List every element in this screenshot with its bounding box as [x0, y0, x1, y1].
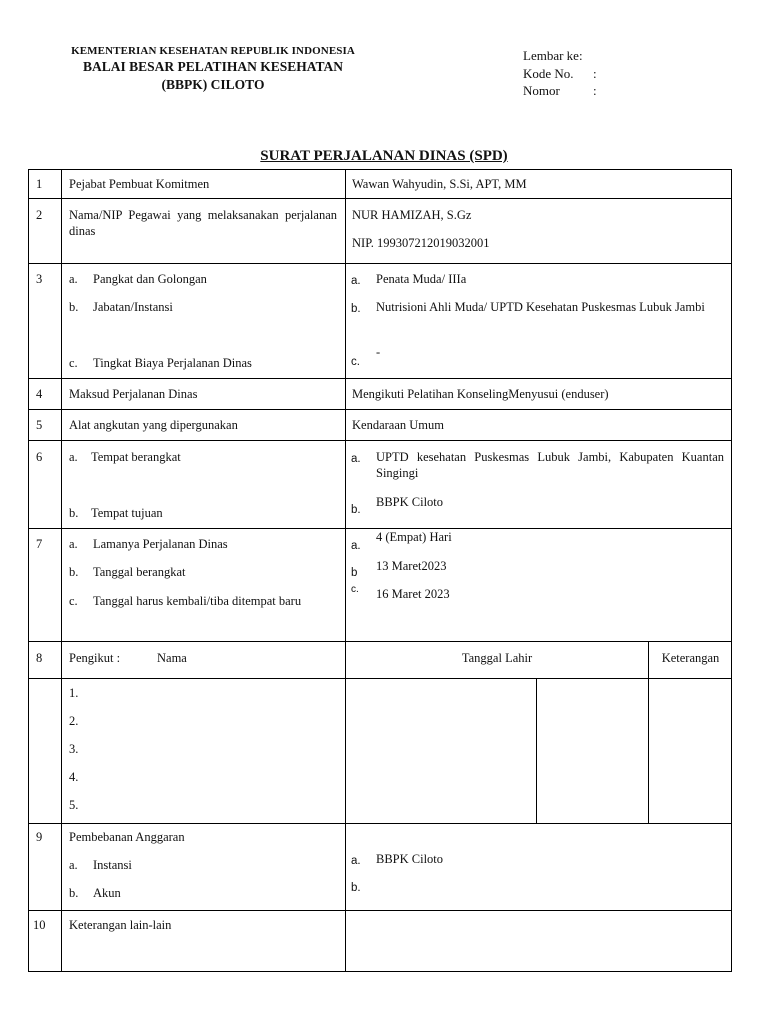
row-number: 6 [36, 450, 43, 464]
document-meta [523, 47, 597, 100]
follower-item: 3. [69, 742, 79, 756]
employee-nip: NIP. 199307212019032001 [352, 236, 490, 250]
row-number: 2 [36, 208, 43, 222]
meta-code-label: Kode No. [523, 65, 574, 81]
agency-label: Instansi [93, 858, 132, 872]
purpose-value: Mengikuti Pelatihan KonselingMenyusui (enduser) [352, 387, 609, 401]
marker-b: b. [351, 504, 361, 516]
marker-a: a. [69, 537, 78, 551]
row-number: 10 [33, 918, 46, 932]
departure-date-label: Tanggal berangkat [93, 565, 186, 579]
marker-b: b. [351, 882, 361, 894]
followers-note-header: Keterangan [661, 651, 720, 665]
institution-name: BALAI BESAR PELATIHAN KESEHATAN [83, 59, 343, 74]
marker-a: a. [351, 453, 361, 465]
purpose-label: Maksud Perjalanan Dinas [69, 387, 198, 401]
marker-c: c. [351, 356, 360, 368]
marker-a: a. [351, 855, 361, 867]
marker-c: c. [351, 584, 359, 595]
position-value: Nutrisioni Ahli Muda/ UPTD Kesehatan Puskesmas Lubuk Jambi [376, 300, 705, 314]
position-label: Jabatan/Instansi [93, 300, 173, 314]
marker-a: a. [69, 272, 78, 286]
followers-name-header: Nama [157, 651, 187, 665]
meta-number-label: Nomor [523, 83, 560, 98]
letterhead [48, 45, 378, 93]
transport-label: Alat angkutan yang dipergunakan [69, 418, 238, 432]
employee-name: NUR HAMIZAH, S.Gz [352, 208, 472, 222]
return-date-value: 16 Maret 2023 [376, 587, 450, 601]
commitment-officer-label: Pejabat Pembuat Komitmen [69, 177, 210, 191]
row-number: 9 [36, 830, 43, 844]
followers-label: Pengikut : [69, 651, 121, 665]
account-label: Akun [93, 886, 121, 900]
marker-a: a. [69, 450, 78, 464]
follower-item: 2. [69, 714, 79, 728]
commitment-officer-value: Wawan Wahyudin, S.Si, APT, MM [352, 177, 527, 191]
row-number: 5 [36, 418, 43, 432]
departure-place-value: UPTD kesehatan Puskesmas Lubuk Jambi, Kabupaten Kuantan Singingi [376, 450, 724, 480]
row-number: 7 [36, 537, 43, 551]
departure-date-value: 13 Maret2023 [376, 559, 447, 573]
return-date-label: Tanggal harus kembali/tiba ditempat baru [93, 594, 302, 608]
rank-label: Pangkat dan Golongan [93, 272, 207, 286]
departure-place-label: Tempat berangkat [91, 450, 181, 464]
document-title: SURAT PERJALANAN DINAS (SPD) [260, 148, 508, 164]
row-number: 4 [36, 387, 43, 401]
destination-value: BBPK Ciloto [376, 495, 444, 509]
meta-code-colon: : [593, 65, 597, 81]
transport-value: Kendaraan Umum [352, 418, 444, 432]
meta-sheet-label: Lembar ke: [523, 48, 583, 63]
follower-item: 4. [69, 770, 79, 784]
marker-b: b [351, 567, 358, 579]
duration-value: 4 (Empat) Hari [376, 530, 452, 544]
marker-c: c. [69, 356, 78, 370]
meta-number-colon: : [593, 83, 597, 98]
follower-item: 5. [69, 798, 79, 812]
destination-label: Tempat tujuan [91, 506, 163, 520]
duration-label: Lamanya Perjalanan Dinas [93, 537, 228, 551]
follower-item: 1. [69, 686, 79, 700]
marker-b: b. [69, 506, 79, 520]
budget-label: Pembebanan Anggaran [69, 830, 185, 844]
marker-b: b. [69, 565, 79, 579]
marker-a: a. [351, 540, 361, 552]
cost-level-label: Tingkat Biaya Perjalanan Dinas [93, 356, 252, 370]
employee-label: Nama/NIP Pegawai yang melaksanakan perjalanan dinas [69, 208, 337, 238]
spd-table [28, 169, 732, 972]
row-number: 8 [36, 651, 43, 665]
marker-b: b. [69, 886, 79, 900]
other-notes-label: Keterangan lain-lain [69, 918, 172, 932]
marker-a: a. [351, 275, 361, 287]
rank-value: Penata Muda/ IIIa [376, 272, 467, 286]
marker-b: b. [351, 303, 361, 315]
marker-b: b. [69, 300, 79, 314]
followers-dob-header: Tanggal Lahir [461, 651, 533, 665]
row-number: 1 [36, 177, 43, 191]
institution-short-name: (BBPK) CILOTO [161, 77, 265, 92]
marker-a: a. [69, 858, 78, 872]
row-number: 3 [36, 272, 43, 286]
agency-value: BBPK Ciloto [376, 852, 444, 866]
ministry-name: KEMENTERIAN KESEHATAN REPUBLIK INDONESIA [71, 45, 355, 57]
cost-level-value: - [376, 345, 381, 359]
marker-c: c. [69, 594, 78, 608]
